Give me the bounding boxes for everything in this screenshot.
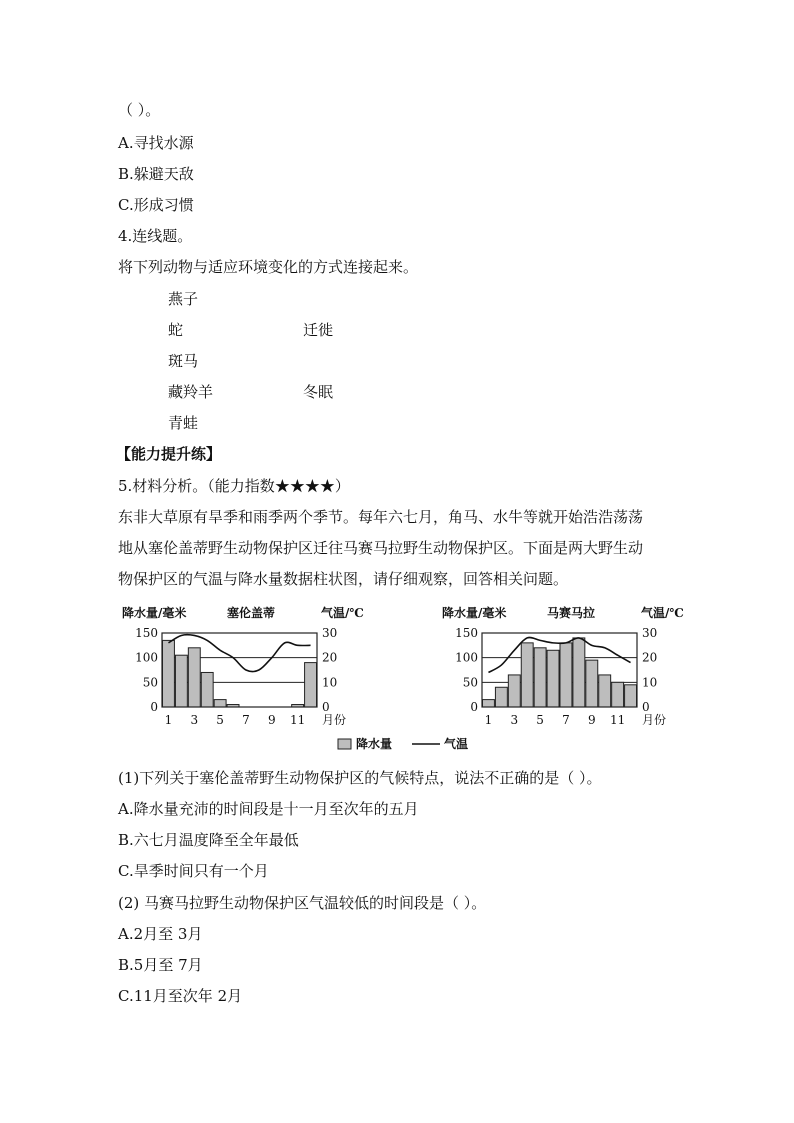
rain-bar [508,675,520,707]
animal-item: 藏羚羊 [168,383,214,401]
chart-title: 塞伦盖蒂 [227,606,276,620]
q3-blank: （ ）。 [118,101,161,119]
q3-option-b: B.躲避天敌 [118,165,194,183]
left-tick-label: 100 [135,650,158,665]
right-tick-label: 0 [642,700,650,714]
left-tick-label: 150 [455,626,478,640]
right-axis-label: 气温/℃ [641,606,684,620]
right-axis-label: 气温/℃ [321,606,364,620]
x-tick-label: 9 [587,713,596,727]
sub2-option-c: C.11月至次年 2月 [118,987,243,1005]
x-tick-label: 11 [289,713,306,727]
sub1-question: (1)下列关于塞伦盖蒂野生动物保护区的气候特点，说法不正确的是（ ）。 [118,769,602,787]
x-axis-label: 月份 [322,713,347,727]
q5-paragraph-1: 东非大草原有旱季和雨季两个季节。每年六七月，角马、水牛等就开始浩浩荡荡 [118,508,644,526]
legend-rain-swatch [338,739,351,749]
method-item: 迁徙 [303,321,334,339]
right-tick-label: 0 [322,700,330,714]
right-tick-label: 10 [322,675,338,690]
sub1-option-a: A.降水量充沛的时间段是十一月至次年的五月 [118,800,419,818]
rain-bar [599,675,611,707]
rain-bar [534,648,546,707]
climate-charts [118,600,684,760]
left-tick-label: 100 [455,650,478,665]
left-axis-label: 降水量/毫米 [122,606,187,620]
animal-item: 燕子 [168,290,199,308]
animal-item: 蛇 [168,321,184,339]
rain-bar [560,643,572,707]
legend-temp-label: 气温 [444,737,469,751]
q4-title: 4.连线题。 [118,227,193,245]
rain-bar [163,640,175,707]
chart-title: 马赛马拉 [547,606,596,620]
rain-bar [188,648,200,707]
section-title: 【能力提升练】 [116,445,222,463]
q3-option-a: A.寻找水源 [118,134,194,152]
right-tick-label: 20 [322,650,338,665]
left-tick-label: 0 [470,700,478,714]
q4-instruction: 将下列动物与适应环境变化的方式连接起来。 [118,258,419,276]
q5-paragraph-3: 物保护区的气温与降水量数据柱状图，请仔细观察，回答相关问题。 [118,570,569,588]
sub2-option-a: A.2月至 3月 [118,925,203,943]
legend-rain-label: 降水量 [356,737,393,751]
right-tick-label: 30 [322,626,338,640]
left-axis-label: 降水量/毫米 [442,606,507,620]
x-tick-label: 3 [510,713,519,727]
rain-bar [521,643,533,707]
left-tick-label: 50 [142,675,158,690]
left-tick-label: 150 [135,626,158,640]
left-tick-label: 50 [462,675,478,690]
sub1-option-c: C.旱季时间只有一个月 [118,862,269,880]
rain-bar [495,687,507,707]
q5-title: 5.材料分析。（能力指数★★★★） [118,477,350,495]
x-tick-label: 5 [536,713,544,727]
x-tick-label: 5 [216,713,224,727]
sub2-question: (2) 马赛马拉野生动物保护区气温较低的时间段是（ ）。 [118,894,487,912]
sub1-option-b: B.六七月温度降至全年最低 [118,831,299,849]
x-axis-label: 月份 [642,713,667,727]
rain-bar [612,682,624,707]
q5-paragraph-2: 地从塞伦盖蒂野生动物保护区迁往马赛马拉野生动物保护区。下面是两大野生动 [118,539,644,557]
x-tick-label: 9 [267,713,276,727]
x-tick-label: 11 [609,713,626,727]
right-tick-label: 30 [642,626,658,640]
sub2-option-b: B.5月至 7月 [118,956,203,974]
method-item: 冬眠 [303,383,334,401]
rain-bar [586,660,598,707]
animal-item: 斑马 [168,352,199,370]
right-tick-label: 10 [642,675,658,690]
animal-item: 青蛙 [168,414,199,432]
right-tick-label: 20 [642,650,658,665]
x-tick-label: 1 [164,713,173,727]
x-tick-label: 7 [562,713,570,727]
rain-bar [547,650,559,707]
q3-option-c: C.形成习惯 [118,196,194,214]
rain-bar [625,685,637,707]
x-tick-label: 1 [484,713,493,727]
x-tick-label: 7 [242,713,250,727]
rain-bar [201,672,213,707]
rain-bar [214,700,226,707]
rain-bar [175,655,187,707]
x-tick-label: 3 [190,713,199,727]
rain-bar [573,638,585,707]
rain-bar [305,663,317,707]
climate-charts-svg [118,600,684,760]
rain-bar [483,700,495,707]
left-tick-label: 0 [150,700,158,714]
